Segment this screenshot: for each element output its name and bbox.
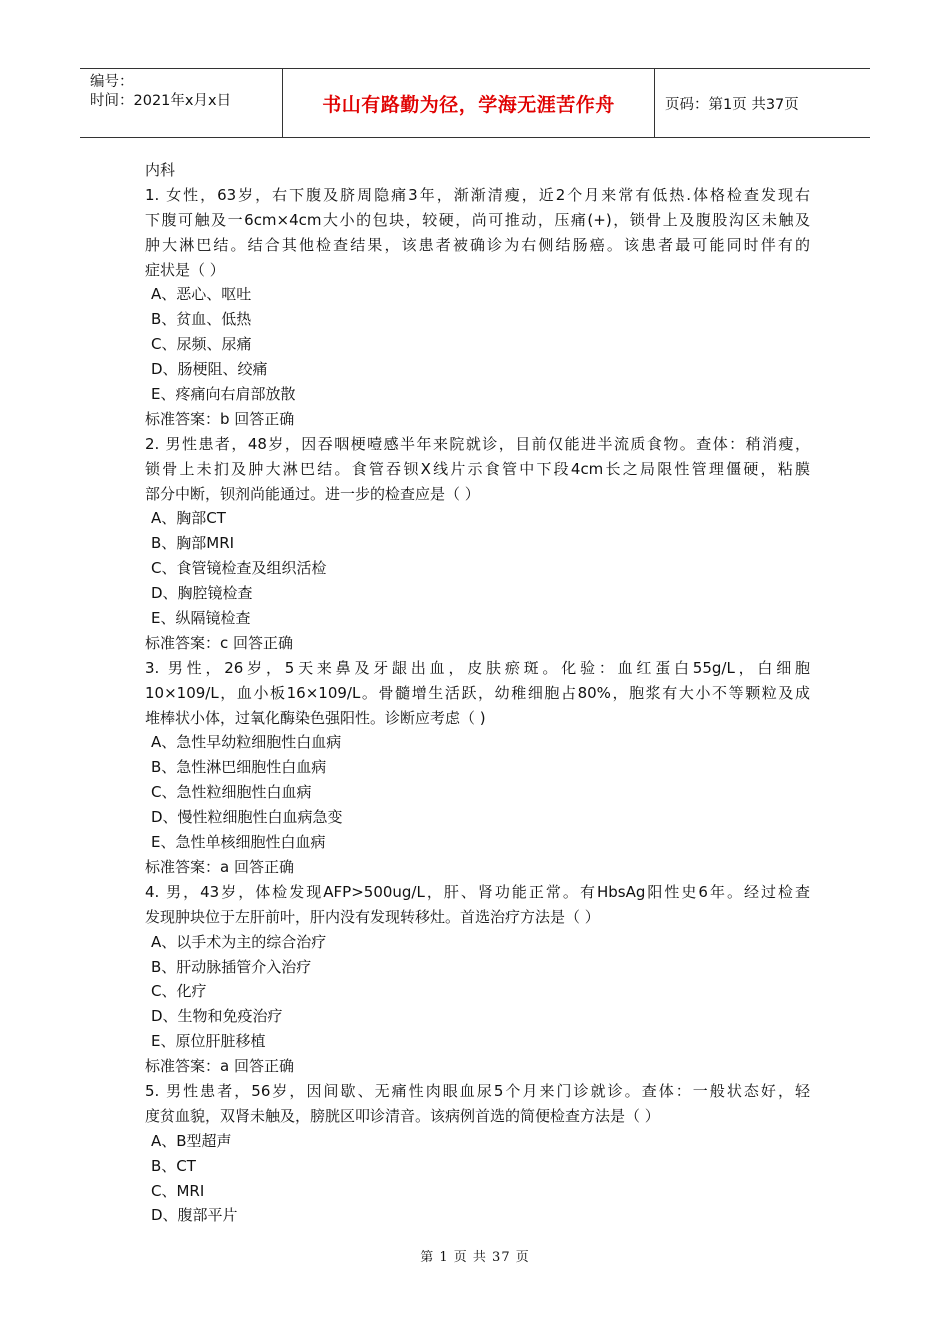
header-meta xyxy=(80,69,282,137)
option-b: B、胸部MRI xyxy=(151,534,235,553)
option-d: D、生物和免疫治疗 xyxy=(151,1007,283,1026)
option-b: B、急性淋巴细胞性白血病 xyxy=(151,758,327,777)
question-text-line: 锁骨上未扪及肿大淋巴结。食管吞钡X线片示食管中下段4cm长之局限性管理僵硬，粘膜 xyxy=(145,459,810,478)
question-1 xyxy=(145,183,810,432)
option-c: C、化疗 xyxy=(151,982,207,1001)
option-b: B、CT xyxy=(151,1156,196,1175)
question-text-line: 3. 男性，26岁，5天来鼻及牙龈出血，皮肤瘀斑。化验：血红蛋白55g/L，白细胞 xyxy=(145,658,810,677)
document-date: 时间：2021年x月x日 xyxy=(90,93,232,109)
question-text-line: 肿大淋巴结。结合其他检查结果，该患者被确诊为右侧结肠癌。该患者最可能同时伴有的 xyxy=(145,235,810,254)
question-text-line: 发现肿块位于左肝前叶，肝内没有发现转移灶。首选治疗方法是（ ） xyxy=(145,907,600,926)
option-a: A、急性早幼粒细胞性白血病 xyxy=(151,733,342,752)
question-4 xyxy=(145,880,810,1079)
option-a: A、恶心、呕吐 xyxy=(151,285,252,304)
option-a: A、胸部CT xyxy=(151,509,226,528)
page-footer: 第 1 页 共 37 页 xyxy=(420,1250,530,1265)
option-c: C、急性粒细胞性白血病 xyxy=(151,783,312,802)
option-d: D、腹部平片 xyxy=(151,1206,238,1225)
option-c: C、食管镜检查及组织活检 xyxy=(151,559,327,578)
answer-line: 标准答案：b 回答正确 xyxy=(145,409,295,428)
document-body xyxy=(145,158,810,1228)
question-2 xyxy=(145,432,810,656)
question-3 xyxy=(145,656,810,880)
option-b: B、贫血、低热 xyxy=(151,310,252,329)
question-5 xyxy=(145,1079,810,1228)
option-a: A、B型超声 xyxy=(151,1131,232,1150)
option-d: D、肠梗阻、绞痛 xyxy=(151,360,268,379)
question-text-line: 10×109/L，血小板16×109/L。骨髓增生活跃，幼稚细胞占80%，胞浆有大小不等颗粒及成 xyxy=(145,683,810,702)
option-d: D、慢性粒细胞性白血病急变 xyxy=(151,808,343,827)
question-text-line: 下腹可触及一6cm×4cm大小的包块，较硬，尚可推动，压痛(+)，锁骨上及腹股沟区未触及 xyxy=(145,210,810,229)
header-page-info: 页码：第1页 共37页 xyxy=(665,96,799,113)
question-text-line: 4. 男，43岁，体检发现AFP>500ug/L，肝、肾功能正常。有HbsAg阳性史6年。经过检查 xyxy=(145,882,810,901)
document-number: 编号： xyxy=(90,74,134,90)
option-c: C、尿频、尿痛 xyxy=(151,335,252,354)
question-text-line: 度贫血貌，双肾未触及，膀胱区叩诊清音。该病例首选的简便检查方法是（ ） xyxy=(145,1106,660,1125)
option-e: E、急性单核细胞性白血病 xyxy=(151,833,326,852)
question-text-line: 1. 女性，63岁，右下腹及脐周隐痛3年，渐渐清瘦，近2个月来常有低热.体格检查发现右 xyxy=(145,185,810,204)
page-header xyxy=(80,68,870,138)
question-text-line: 症状是（ ） xyxy=(145,260,225,279)
option-e: E、原位肝脏移植 xyxy=(151,1032,266,1051)
option-b: B、肝动脉插管介入治疗 xyxy=(151,957,312,976)
option-e: E、疼痛向右肩部放散 xyxy=(151,385,296,404)
header-motto: 书山有路勤为径，学海无涯苦作舟 xyxy=(282,69,655,137)
answer-line: 标准答案：c 回答正确 xyxy=(145,633,294,652)
answer-line: 标准答案：a 回答正确 xyxy=(145,1057,294,1076)
question-text-line: 堆棒状小体，过氧化酶染色强阳性。诊断应考虑（ ) xyxy=(145,708,486,727)
question-text-line: 2. 男性患者，48岁，因吞咽梗噎感半年来院就诊，目前仅能进半流质食物。查体：稍消瘦， xyxy=(145,434,810,453)
question-text-line: 5. 男性患者，56岁，因间歇、无痛性肉眼血尿5个月来门诊就诊。查体：一般状态好，轻 xyxy=(145,1081,810,1100)
option-d: D、胸腔镜检查 xyxy=(151,584,253,603)
section-title: 内科 xyxy=(145,161,176,179)
answer-line: 标准答案：a 回答正确 xyxy=(145,857,294,876)
option-a: A、以手术为主的综合治疗 xyxy=(151,932,327,951)
option-c: C、MRI xyxy=(151,1181,205,1200)
option-e: E、纵隔镜检查 xyxy=(151,609,251,628)
question-text-line: 部分中断，钡剂尚能通过。进一步的检查应是（ ） xyxy=(145,484,480,503)
